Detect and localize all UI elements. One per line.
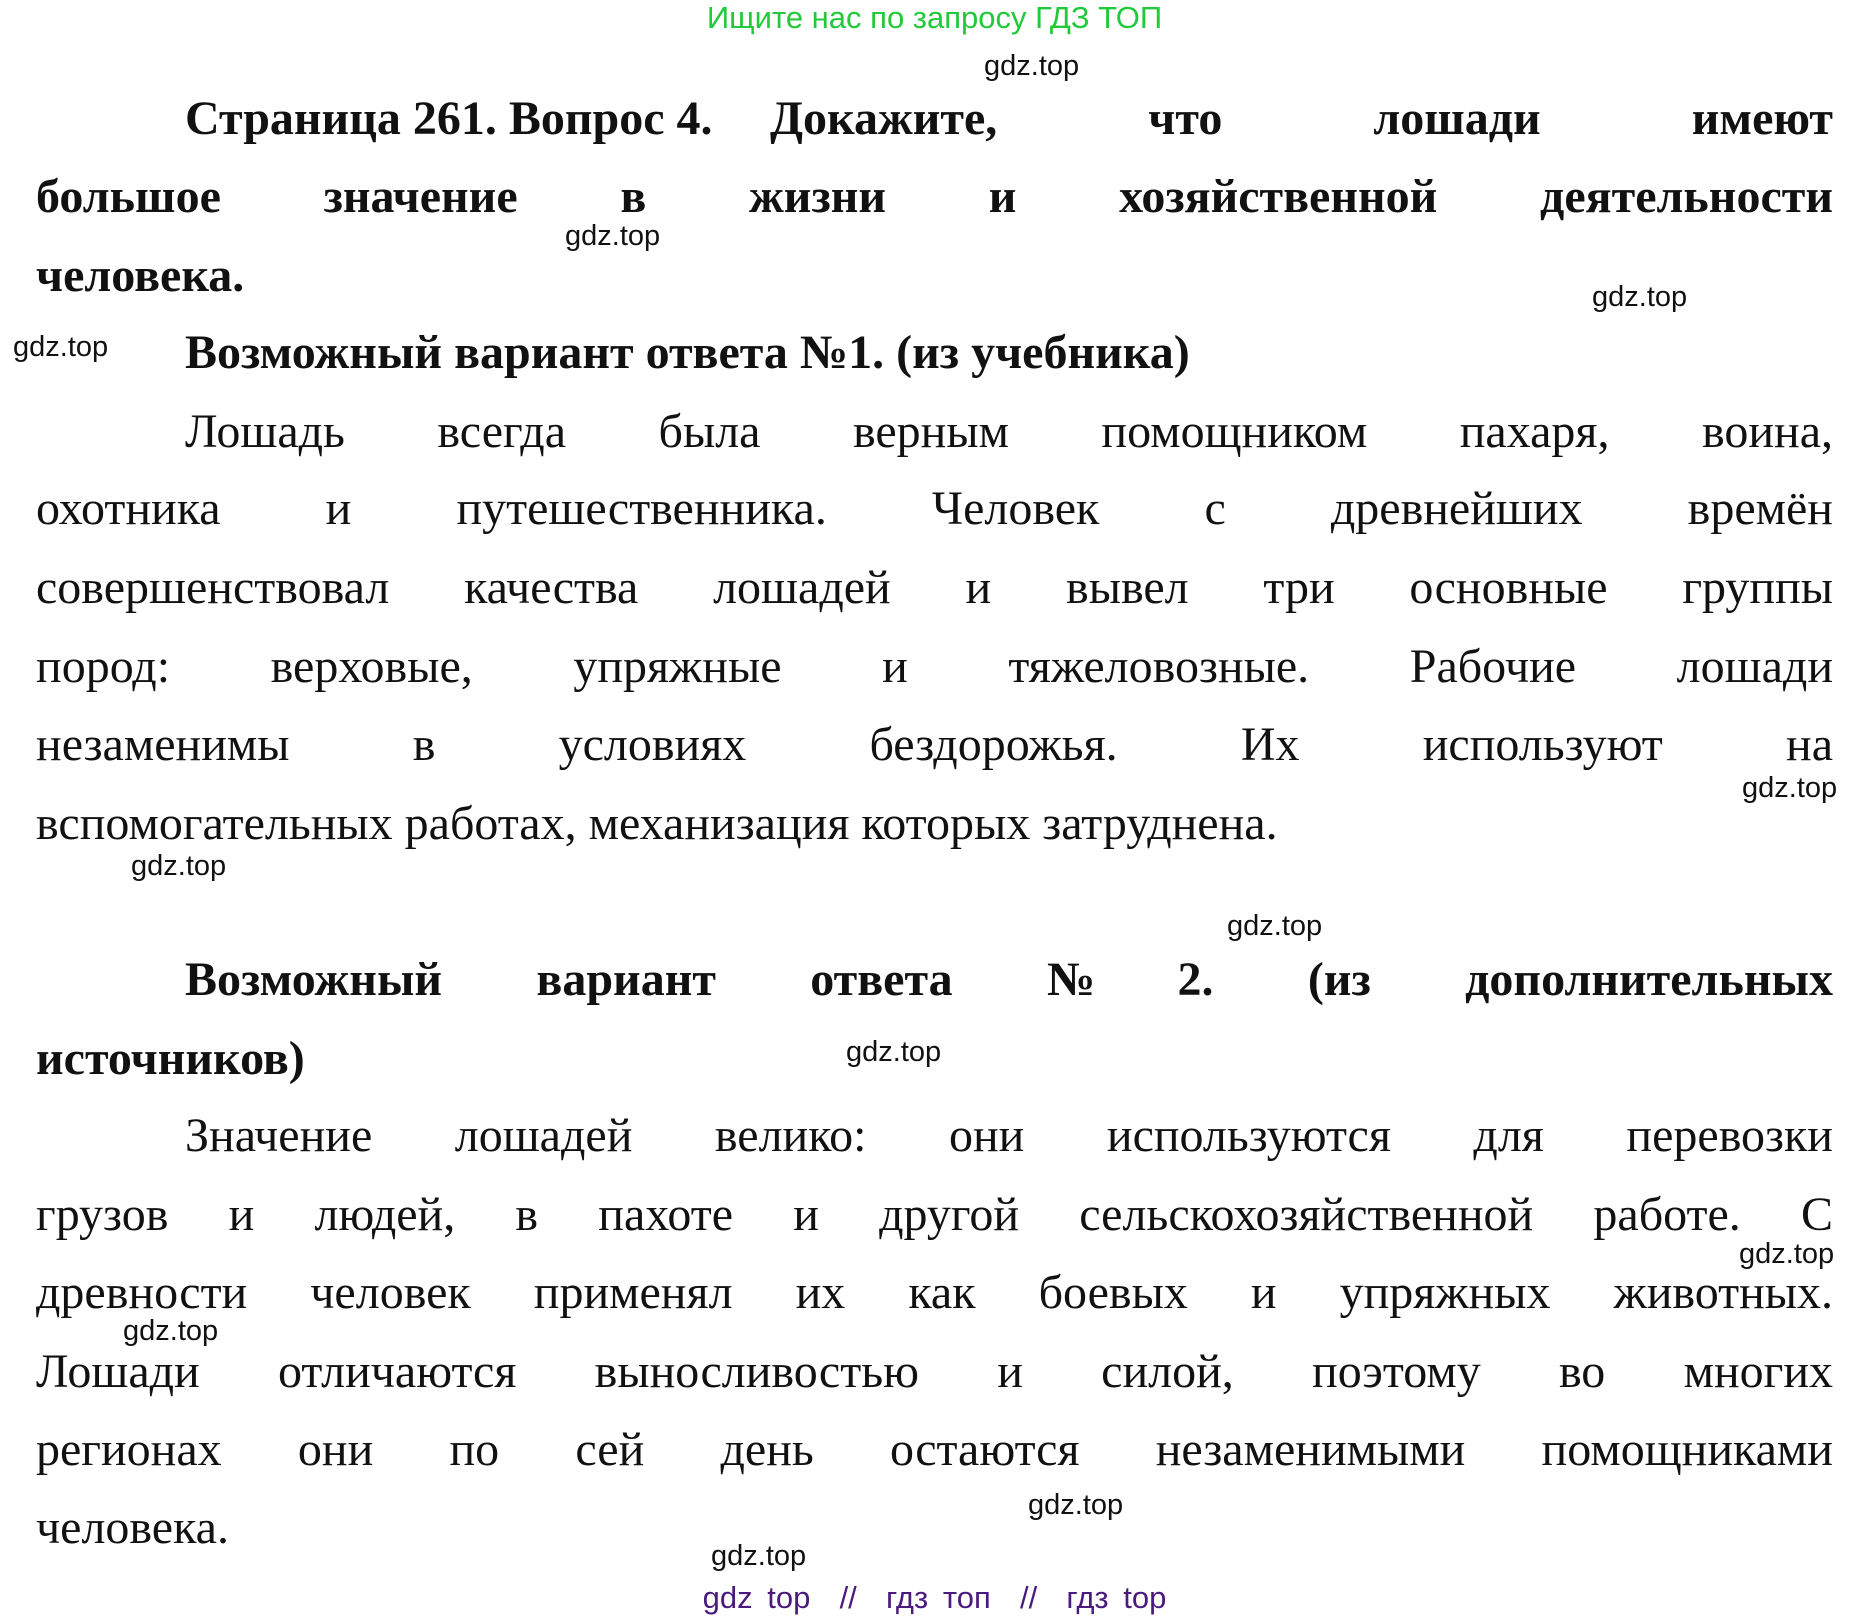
watermark: gdz.top xyxy=(711,1540,807,1572)
footer-links: gdz top // гдз топ // гдз top xyxy=(702,1580,1167,1615)
answer1-line: вспомогательных работах, механизация которых затруднена. xyxy=(36,797,1278,850)
watermark: gdz.top xyxy=(565,220,661,252)
watermark: gdz.top xyxy=(123,1315,219,1347)
answer2-line: регионах они по сей день остаются незаменимыми помощниками xyxy=(36,1423,1833,1476)
question-line: большое значение в жизни и хозяйственной деятельности xyxy=(36,170,1833,223)
answer2-line: человека. xyxy=(36,1501,229,1554)
answer2-line: Значение лошадей велико: они используются для перевозки xyxy=(185,1109,1833,1162)
answer2-line: Лошади отличаются выносливостью и силой, поэтому во многих xyxy=(36,1345,1833,1398)
watermark: gdz.top xyxy=(1227,910,1323,942)
answer1-heading: Возможный вариант ответа №1. (из учебника) xyxy=(185,326,1190,379)
answer1-line: незаменимы в условиях бездорожья. Их используют на xyxy=(36,718,1833,771)
watermark: gdz.top xyxy=(984,50,1080,82)
search-banner: Ищите нас по запросу ГДЗ ТОП xyxy=(706,0,1163,35)
watermark: gdz.top xyxy=(1742,772,1838,804)
question-line: человека. xyxy=(36,249,245,302)
watermark: gdz.top xyxy=(846,1036,942,1068)
question-label: Страница 261. Вопрос 4. xyxy=(185,92,713,145)
watermark: gdz.top xyxy=(1592,281,1688,313)
answer1-line: Лошадь всегда была верным помощником пахаря, воина, xyxy=(185,405,1833,458)
watermark: gdz.top xyxy=(1028,1489,1124,1521)
question-line: Докажите, что лошади имеют xyxy=(770,92,1833,145)
watermark: gdz.top xyxy=(131,850,227,882)
answer1-line: охотника и путешественника. Человек с древнейших времён xyxy=(36,482,1833,535)
watermark: gdz.top xyxy=(1739,1238,1835,1270)
answer1-line: совершенствовал качества лошадей и вывел три основные группы xyxy=(36,561,1833,614)
answer1-line: пород: верховые, упряжные и тяжеловозные. Рабочие лошади xyxy=(36,640,1833,693)
watermark: gdz.top xyxy=(13,331,109,363)
answer2-heading: Возможный вариант ответа №2. (из дополнительных xyxy=(185,953,1833,1006)
answer2-line: древности человек применял их как боевых и упряжных животных. xyxy=(36,1266,1833,1319)
answer2-heading: источников) xyxy=(36,1032,305,1085)
answer2-line: грузов и людей, в пахоте и другой сельскохозяйственной работе. С xyxy=(36,1188,1833,1241)
